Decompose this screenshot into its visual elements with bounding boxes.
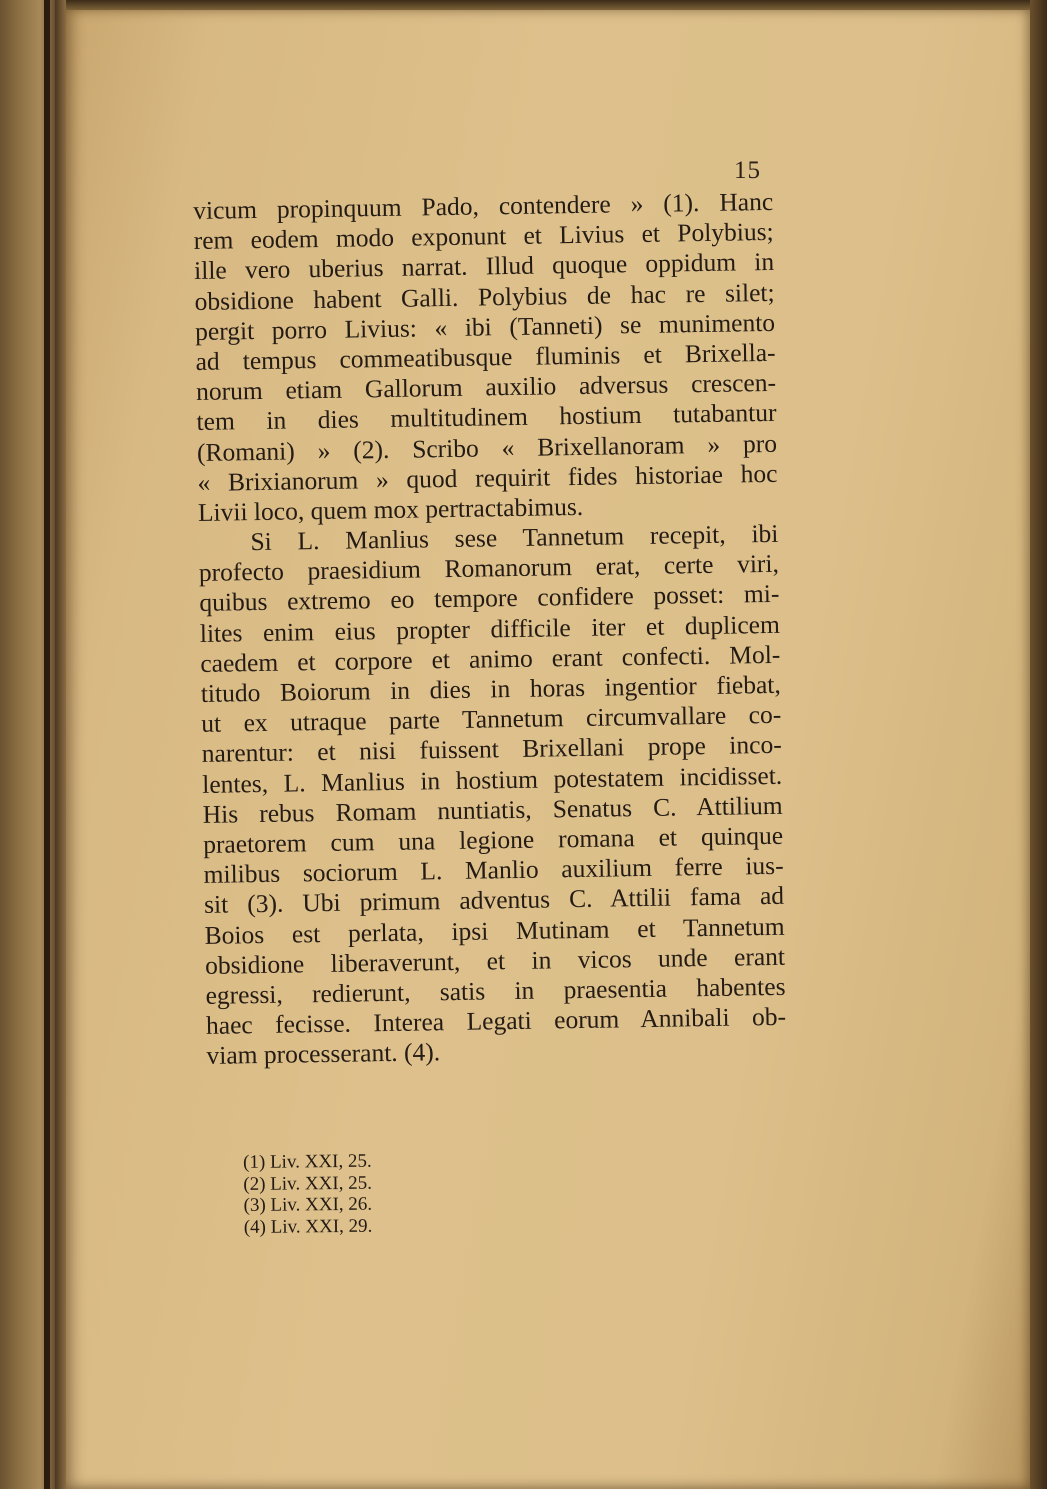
right-page-edge (1030, 0, 1047, 1489)
text-line: rem eodem modo exponunt et Livius et Polybius; (193, 217, 774, 256)
top-page-edge (66, 0, 1030, 10)
text-line: obsidione liberaverunt, et in vicos unde erant (204, 941, 786, 980)
text-line: ille vero uberius narrat. Illud quoque oppidum in (193, 247, 775, 286)
footnote: (1) Liv. XXI, 25. (243, 1150, 372, 1173)
page-number: 15 (734, 157, 761, 184)
body-text (193, 187, 787, 1071)
text-line: Si L. Manlius sese Tannetum recepit, ibi (250, 518, 779, 557)
text-line: caedem et corpore et animo erant confecti. Mol- (200, 639, 781, 678)
text-line: praetorem cum una legione romana et quinque (202, 820, 784, 859)
text-line: pergit porro Livius: « ibi (Tanneti) se munimento (194, 307, 776, 346)
text-line: profecto praesidium Romanorum erat, certe viri, (198, 549, 780, 588)
text-line: His rebus Romam nuntiatis, Senatus C. Attilium (202, 790, 783, 829)
text-line: haec fecisse. Interea Legati eorum Annibali ob- (205, 1001, 787, 1040)
text-line: (Romani) » (2). Scribo « Brixellanoram » pro (196, 428, 778, 467)
text-line: obsidione habent Galli. Polybius de hac re silet; (194, 277, 775, 316)
footnote: (4) Liv. XXI, 29. (243, 1215, 373, 1238)
left-page-shadow (44, 0, 50, 1489)
text-line: quibus extremo eo tempore confidere posset: mi- (199, 579, 780, 618)
text-line: vicum propinquum Pado, contendere » (1). Hanc (193, 186, 774, 225)
footnote: (2) Liv. XXI, 25. (243, 1172, 373, 1195)
text-line: tem in dies multitudinem hostium tutabantur (196, 398, 777, 437)
text-line: ad tempus commeatibusque fluminis et Brixella- (195, 337, 776, 376)
text-line: « Brixianorum » quod requirit fides historiae hoc (197, 458, 778, 497)
text-line: ut ex utraque parte Tannetum circumvallare co- (201, 700, 782, 739)
text-line: viam processerant. (4). (206, 1037, 441, 1071)
text-line: lites enim eius propter difficile iter et duplicem (199, 609, 781, 648)
footnotes (243, 1151, 372, 1238)
text-line: narentur: et nisi fuissent Brixellani prope inco- (201, 730, 782, 769)
text-line: sit (3). Ubi primum adventus C. Attilii fama ad (203, 881, 785, 920)
footnote: (3) Liv. XXI, 26. (243, 1193, 373, 1216)
text-line: milibus sociorum L. Manlio auxilium ferre ius- (203, 850, 784, 890)
text-line: Boios est perlata, ipsi Mutinam et Tannetum (204, 911, 785, 950)
text-line: norum etiam Gallorum auxilio adversus crescen- (195, 367, 777, 407)
text-line: egressi, redierunt, satis in praesentia habentes (205, 971, 786, 1010)
text-line: titudo Boiorum in dies in horas ingentior fiebat, (200, 669, 781, 708)
text-line: lentes, L. Manlius in hostium potestatem incidisset. (202, 760, 783, 799)
text-line: Livii loco, quem mox pertractabimus. (197, 491, 584, 527)
